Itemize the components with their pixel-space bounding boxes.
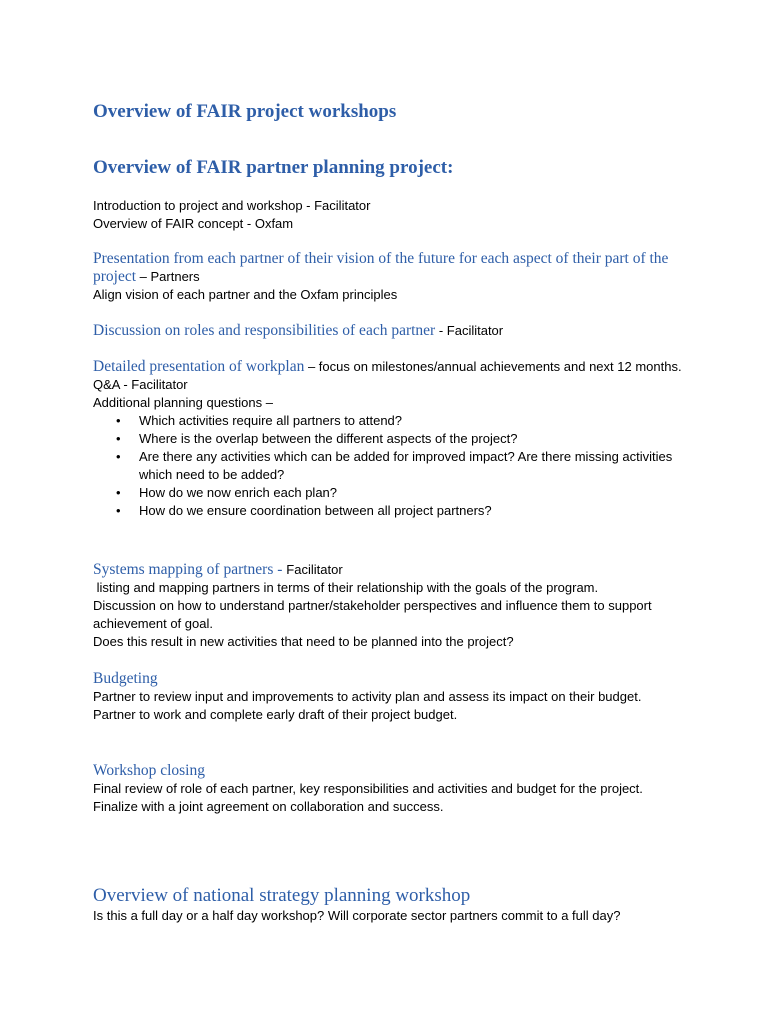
presentation-owner: – Partners: [136, 269, 200, 284]
workplan-section: [93, 358, 683, 520]
workplan-detail: – focus on milestones/annual achievements and next 12 months.: [304, 359, 682, 374]
systems-line: Discussion on how to understand partner/stakeholder perspectives and influence them to support achievement of goal.: [93, 598, 652, 631]
budgeting-line: Partner to review input and improvements to activity plan and assess its impact on their budget.: [93, 689, 642, 704]
bullet-icon: •: [116, 413, 121, 428]
list-item: [93, 484, 683, 502]
bullet-icon: •: [116, 431, 121, 446]
budgeting-section: [93, 670, 683, 724]
list-item-text: Are there any activities which can be added for improved impact? Are there missing activities which need to be added?: [139, 449, 673, 482]
list-item-text: How do we ensure coordination between all project partners?: [139, 503, 492, 518]
closing-heading: Workshop closing: [93, 762, 205, 779]
planning-questions-line: Additional planning questions –: [93, 395, 273, 410]
list-item-text: How do we now enrich each plan?: [139, 485, 338, 500]
systems-owner: Facilitator: [286, 562, 343, 577]
closing-line: Finalize with a joint agreement on collaboration and success.: [93, 799, 444, 814]
list-item: [93, 430, 683, 448]
list-item: [93, 412, 683, 430]
budgeting-heading: Budgeting: [93, 670, 158, 687]
bullet-icon: •: [116, 485, 121, 500]
workplan-heading-row: [93, 358, 683, 376]
bullet-icon: •: [116, 449, 121, 464]
discussion-heading: Discussion on roles and responsibilities of each partner: [93, 322, 436, 339]
budgeting-line: Partner to work and complete early draft of their project budget.: [93, 707, 458, 722]
systems-line: Does this result in new activities that need to be planned into the project?: [93, 634, 514, 649]
workplan-heading: Detailed presentation of workplan: [93, 358, 305, 375]
planning-questions-list: [93, 412, 683, 520]
national-heading: Overview of national strategy planning workshop: [93, 885, 471, 906]
systems-heading: Systems mapping of partners -: [93, 561, 287, 578]
systems-section: [93, 561, 683, 651]
systems-line: listing and mapping partners in terms of their relationship with the goals of the program.: [93, 580, 599, 595]
partner-planning-intro: [93, 197, 683, 233]
qa-line: Q&A - Facilitator: [93, 377, 188, 392]
closing-section: [93, 762, 683, 816]
closing-line: Final review of role of each partner, key responsibilities and activities and budget for the project.: [93, 781, 643, 796]
bullet-icon: •: [116, 503, 121, 518]
concept-line: Overview of FAIR concept - Oxfam: [93, 216, 294, 231]
discussion-owner: - Facilitator: [435, 323, 504, 338]
presentation-heading-row: [93, 250, 683, 286]
list-item-text: Which activities require all partners to attend?: [139, 413, 403, 428]
partner-planning-heading: Overview of FAIR partner planning project:: [93, 157, 454, 178]
document-title: Overview of FAIR project workshops: [93, 101, 397, 122]
list-item-text: Where is the overlap between the different aspects of the project?: [139, 431, 518, 446]
systems-heading-row: [93, 561, 683, 579]
presentation-section: [93, 250, 683, 304]
list-item: [93, 448, 683, 484]
national-line: Is this a full day or a half day workshop? Will corporate sector partners commit to a full day?: [93, 908, 621, 923]
intro-line: Introduction to project and workshop - Facilitator: [93, 198, 371, 213]
presentation-heading: Presentation from each partner of their vision of the future for each aspect of their part of the project: [93, 250, 669, 285]
presentation-line: Align vision of each partner and the Oxfam principles: [93, 287, 398, 302]
discussion-section: [93, 322, 683, 340]
national-section: [93, 885, 683, 925]
list-item: [93, 502, 683, 520]
